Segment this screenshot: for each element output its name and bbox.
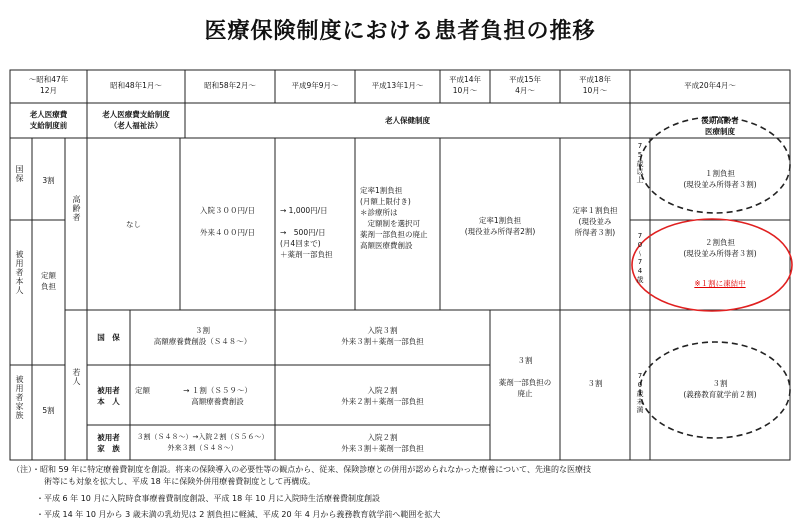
pre-honnin-value: 定額 負担 — [41, 271, 56, 291]
pre-kokuho-value: 3割 — [42, 176, 55, 185]
note-line-1: （注）・昭和 59 年に特定療養費制度を創設。将来の保険導入の必要性等の観点から、従来、保険診療との併用が認められなかった療養について、先進的な医療技 — [12, 465, 591, 474]
label-kazoku-young: 被用者 家 族 — [97, 433, 120, 453]
cell-h14: 定率1割負担 (現役並み所得者2割) — [464, 216, 536, 236]
label-wakamono: 若人 — [72, 368, 81, 386]
period-h13: 平成13年1月～ — [371, 81, 424, 90]
label-koreisha: 高齢者 — [72, 195, 81, 222]
young-kazoku-2: 入院２割 外来３割＋薬剤一部負担 — [341, 433, 424, 453]
system-koki: 後期高齢者 医療制度 — [701, 116, 739, 136]
cell-h9: → 1,000円/日 → 500円/日 (月4回まで) ＋薬剤一部負担 — [280, 206, 333, 259]
system-rojin-hoken: 老人保健制度 — [385, 116, 430, 125]
label-hihokensha-honnin: 被用者本人 — [15, 250, 24, 295]
label-hihokensha-kazoku: 被用者家族 — [15, 375, 24, 420]
age-under-70-label: 70歳未満 — [636, 372, 644, 414]
young-kokuho-2: 入院３割 外来３割＋薬剤一部負担 — [341, 326, 424, 346]
period-s48: 昭和48年1月～ — [110, 81, 162, 90]
period-h18: 平成18年 10月～ — [578, 75, 612, 95]
note-line-4: ・平成 14 年 10 月から 3 歳未満の乳幼児は 2 割負担に軽減、平成 20 年 4 月から義務教育就学前へ範囲を拡大 — [12, 510, 441, 519]
cell-h13: 定率1割負担 (月額上限付き) ＊診療所は 定額制を選択可 薬剤一部負担の廃止 高額医療費創設 — [360, 186, 428, 250]
label-honnin-young: 被用者 本 人 — [97, 386, 120, 406]
young-h15: ３割 薬剤一部負担の 廃止 — [498, 356, 552, 398]
cell-nashi: なし — [126, 220, 141, 229]
period-h9: 平成9年9月～ — [291, 81, 339, 90]
period-h20: 平成20年4月～ — [684, 81, 736, 90]
young-honnin-2: 入院２割 外来２割＋薬剤一部負担 — [341, 386, 424, 406]
note-line-2: 術等にも対象を拡大し、平成 18 年に保険外併用療養費制度として再構成。 — [12, 477, 316, 486]
system-pre: 老人医療費 支給制度前 — [29, 110, 68, 130]
young-kokuho-1: ３割 高額療養費創設（Ｓ４８〜） — [153, 326, 252, 346]
system-rojin-shikyu: 老人医療費支給制度 （老人福祉法） — [102, 110, 170, 130]
period-h15: 平成15年 4月～ — [508, 75, 542, 95]
cell-h18: 定率１割負担 (現役並み 所得者３割) — [572, 206, 618, 237]
age-75-text: １割負担 (現役並み所得者３割) — [683, 169, 757, 189]
page-title: 医療保険制度における患者負担の推移 — [204, 19, 596, 44]
label-kokuho-young: 国 保 — [97, 333, 120, 342]
note-line-3: ・平成 6 年 10 月に入院時食事療養費制度創設、平成 18 年 10 月に入院時生活療養費制度創設 — [12, 494, 380, 503]
age-under-70-text: ３割 (義務教育就学前２割) — [683, 379, 757, 399]
period-s58: 昭和58年2月～ — [204, 81, 256, 90]
label-kokuho: 国保 — [15, 165, 24, 183]
young-honnin-teigaku: 定額 — [135, 386, 150, 395]
young-honnin-1: → １割（Ｓ５９〜） 高額療養費創設 — [183, 386, 252, 406]
period-pre-s47: ～昭和47年 12月 — [28, 75, 69, 95]
age-70-74-text: ２割負担 (現役並み所得者３割) — [683, 238, 757, 258]
young-h18: ３割 — [587, 379, 603, 388]
period-h14: 平成14年 10月～ — [448, 75, 482, 95]
pre-kazoku-value: 5割 — [42, 406, 55, 415]
cell-s58: 入院３００円/日 外来４００円/日 — [199, 206, 256, 237]
age-70-74-label: 70〜74歳 — [636, 232, 644, 284]
young-kazoku-1: ３割（Ｓ４８〜）→入院２割（Ｓ５６〜） 外来３割（Ｓ４８〜） — [136, 433, 269, 452]
age-70-74-note: ※１割に凍結中 — [694, 279, 746, 288]
age-75-label: 75歳以上 — [636, 142, 644, 184]
